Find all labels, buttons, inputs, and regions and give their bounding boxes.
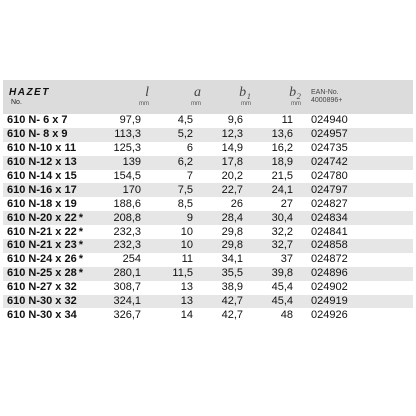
part-number-cell <box>3 295 99 309</box>
b2-cell: 18,9 <box>271 156 293 169</box>
part-number-cell <box>3 156 99 170</box>
header-ean <box>307 80 413 114</box>
ean-label: EAN-No. <box>311 89 339 96</box>
a-cell: 13 <box>180 281 193 294</box>
l-cell: 113,3 <box>114 128 141 141</box>
b2-cell: 30,4 <box>271 211 293 224</box>
l-cell: 125,3 <box>113 142 141 155</box>
part-number: 610 N-21 x 22 <box>7 225 77 238</box>
a-cell: 10 <box>180 239 193 252</box>
table-row <box>3 253 413 267</box>
ean-cell: 024940 <box>311 114 348 127</box>
b2-cell: 39,8 <box>271 267 293 280</box>
unit-label: mm <box>191 101 201 107</box>
l-cell: 232,3 <box>113 239 141 252</box>
part-number: 610 N-27 x 32 <box>7 281 77 294</box>
part-number: 610 N-20 x 22 <box>7 211 77 224</box>
b1-cell: 29,8 <box>221 239 243 252</box>
b1-cell: 28,4 <box>221 211 243 224</box>
b1-cell: 12,3 <box>221 128 243 141</box>
part-number-cell <box>3 211 99 225</box>
b2-cell: 32,2 <box>271 225 293 238</box>
header-a <box>155 80 207 114</box>
header-b1 <box>207 80 257 114</box>
ean-cell: 024827 <box>311 197 348 210</box>
l-cell: 324,1 <box>113 295 141 308</box>
part-number: 610 N-24 x 26 <box>7 253 77 266</box>
part-number-cell <box>3 308 99 322</box>
b2-cell: 32,7 <box>271 239 293 252</box>
b1-cell: 20,2 <box>221 170 243 182</box>
l-cell: 232,3 <box>113 225 141 238</box>
spec-table-container <box>3 80 413 322</box>
b2-cell: 27 <box>280 197 293 210</box>
var-label: a <box>194 85 201 100</box>
a-cell: 6 <box>186 142 193 155</box>
b2-cell: 11 <box>281 114 293 127</box>
part-number-cell <box>3 253 99 267</box>
ean-cell: 024834 <box>311 211 348 224</box>
footnote-star: * <box>78 267 83 280</box>
ean-prefix: 4000896+ <box>311 97 343 104</box>
b1-cell: 35,5 <box>221 267 243 280</box>
part-number-cell <box>3 170 99 184</box>
part-number-cell <box>3 267 99 281</box>
l-cell: 97,9 <box>119 114 141 127</box>
b1-cell: 29,8 <box>221 225 243 238</box>
part-number: 610 N-30 x 34 <box>7 308 77 321</box>
ean-cell: 024858 <box>311 239 348 252</box>
l-cell: 139 <box>122 156 141 169</box>
b1-cell: 17,8 <box>221 156 243 169</box>
table-row <box>3 308 413 322</box>
footnote-star: * <box>78 253 83 266</box>
l-cell: 188,6 <box>113 197 141 210</box>
a-cell: 8,5 <box>177 197 193 210</box>
b2-cell: 13,6 <box>271 128 293 141</box>
table-row <box>3 239 413 253</box>
ean-cell: 024896 <box>311 267 348 280</box>
l-cell: 208,8 <box>113 211 141 224</box>
b1-cell: 14,9 <box>221 142 243 155</box>
b2-cell: 16,2 <box>271 142 293 155</box>
table-row <box>3 170 413 184</box>
ean-cell: 024735 <box>311 142 348 155</box>
a-cell: 14 <box>180 308 193 321</box>
var-label: l <box>145 85 149 100</box>
a-cell: 9 <box>186 211 193 224</box>
b2-cell: 45,4 <box>271 295 293 308</box>
part-number-cell <box>3 114 99 128</box>
brand-logo: HAZET <box>9 86 50 98</box>
b1-cell: 34,1 <box>221 253 243 266</box>
b1-cell: 42,7 <box>221 308 243 321</box>
ean-cell: 024926 <box>311 308 348 321</box>
part-number: 610 N-18 x 19 <box>7 197 77 210</box>
footnote-star: * <box>78 225 83 238</box>
spec-table <box>3 80 413 322</box>
ean-cell: 024841 <box>311 225 348 238</box>
part-number-cell <box>3 142 99 156</box>
part-number: 610 N- 8 x 9 <box>7 128 68 141</box>
var-label: b₁ <box>239 85 251 100</box>
b1-cell: 22,7 <box>221 183 243 196</box>
table-row <box>3 295 413 309</box>
ean-cell: 024919 <box>311 295 348 308</box>
b2-cell: 48 <box>280 308 293 321</box>
part-number: 610 N-14 x 15 <box>7 170 77 182</box>
table-row <box>3 142 413 156</box>
b1-cell: 9,6 <box>227 114 243 127</box>
b2-cell: 24,1 <box>271 183 293 196</box>
b1-cell: 26 <box>230 197 243 210</box>
table-row <box>3 114 413 128</box>
unit-label: mm <box>139 101 149 107</box>
table-row <box>3 128 413 142</box>
part-number: 610 N-25 x 28 <box>7 267 77 280</box>
table-header-row <box>3 80 413 114</box>
b1-cell: 38,9 <box>221 281 243 294</box>
table-row <box>3 183 413 197</box>
part-number: 610 N-12 x 13 <box>7 156 77 169</box>
no-column-label: No. <box>11 98 22 106</box>
b1-cell: 42,7 <box>221 295 243 308</box>
table-row <box>3 156 413 170</box>
ean-cell: 024780 <box>311 170 348 182</box>
table-row <box>3 225 413 239</box>
table-body <box>3 114 413 322</box>
a-cell: 4,5 <box>177 114 193 127</box>
part-number-cell <box>3 128 99 142</box>
part-number-cell <box>3 225 99 239</box>
l-cell: 326,7 <box>113 308 141 321</box>
unit-label: mm <box>241 101 251 107</box>
b2-cell: 21,5 <box>271 170 293 182</box>
part-number: 610 N-10 x 11 <box>7 142 77 155</box>
a-cell: 11 <box>181 253 193 266</box>
a-cell: 5,2 <box>177 128 193 141</box>
part-number: 610 N- 6 x 7 <box>7 114 68 127</box>
b2-cell: 45,4 <box>271 281 293 294</box>
a-cell: 7,5 <box>177 183 193 196</box>
footnote-star: * <box>78 211 83 224</box>
part-number: 610 N-16 x 17 <box>7 183 77 196</box>
l-cell: 170 <box>122 183 141 196</box>
l-cell: 308,7 <box>113 281 141 294</box>
part-number-cell <box>3 239 99 253</box>
header-l <box>99 80 155 114</box>
l-cell: 254 <box>122 253 141 266</box>
footnote-star: * <box>78 239 83 252</box>
table-row <box>3 197 413 211</box>
header-b2 <box>257 80 307 114</box>
part-number: 610 N-30 x 32 <box>7 295 77 308</box>
a-cell: 6,2 <box>177 156 193 169</box>
a-cell: 11,5 <box>172 267 193 280</box>
a-cell: 10 <box>180 225 193 238</box>
table-row <box>3 211 413 225</box>
part-number-cell <box>3 183 99 197</box>
var-label: b₂ <box>289 85 301 100</box>
unit-label: mm <box>291 101 301 107</box>
part-number-cell <box>3 281 99 295</box>
part-number-cell <box>3 197 99 211</box>
l-cell: 280,1 <box>113 267 141 280</box>
part-number: 610 N-21 x 23 <box>7 239 77 252</box>
ean-cell: 024872 <box>311 253 348 266</box>
table-row <box>3 267 413 281</box>
b2-cell: 37 <box>280 253 293 266</box>
ean-cell: 024902 <box>311 281 348 294</box>
l-cell: 154,5 <box>113 170 141 182</box>
a-cell: 13 <box>180 295 193 308</box>
a-cell: 7 <box>186 170 193 182</box>
ean-cell: 024797 <box>311 183 348 196</box>
table-row <box>3 281 413 295</box>
ean-cell: 024742 <box>311 156 348 169</box>
header-brand-cell <box>3 80 99 114</box>
ean-cell: 024957 <box>311 128 348 141</box>
